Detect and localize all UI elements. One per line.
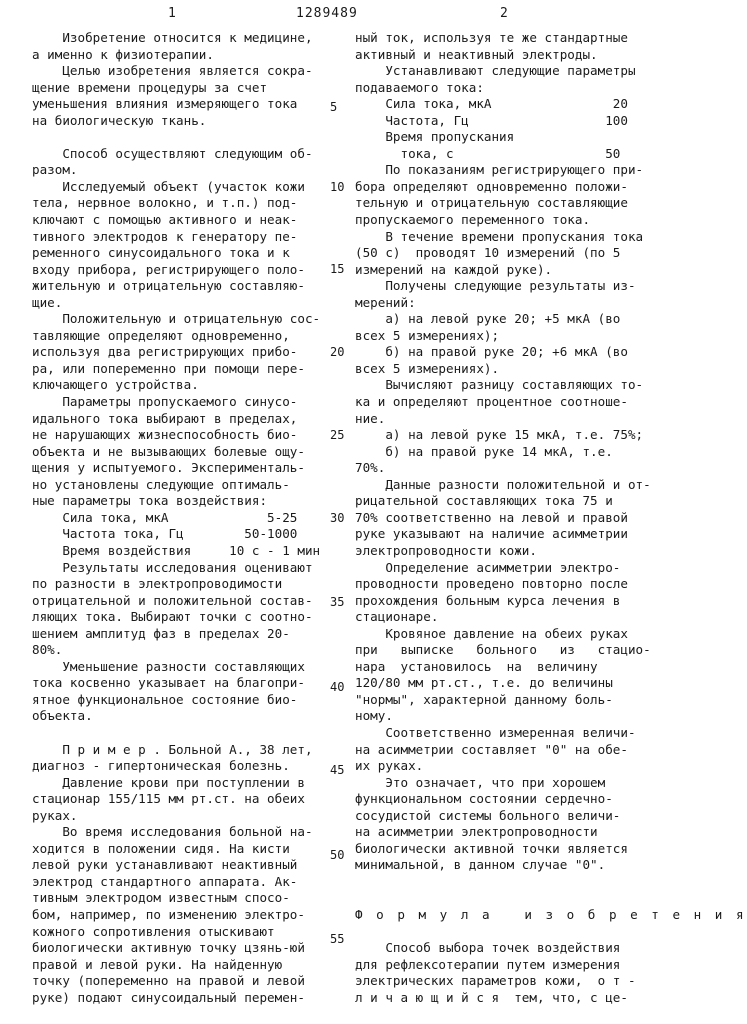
text-line: Соответственно измеренная величи- [355, 724, 636, 740]
document-number: 1289489 [296, 6, 358, 21]
text-line: руках. [32, 807, 78, 823]
paragraph [355, 377, 667, 427]
text-line: Частота, Гц 100 [355, 112, 628, 128]
claim-body [355, 940, 667, 1006]
text-line: Получены следующие результаты из- [355, 278, 636, 294]
text-line: нара установилось на величину [355, 658, 598, 674]
text-line: разом. [32, 162, 78, 178]
line-number: 25 [330, 428, 345, 442]
text-line: Уменьшение разности составляющих [32, 658, 305, 674]
paragraph [32, 179, 320, 311]
paragraph [355, 162, 667, 228]
text-line: ному. [355, 708, 393, 724]
paragraph [32, 824, 320, 1006]
text-line: а) на левой руке 20; +5 мкА (во [355, 311, 621, 327]
text-line: Сила тока, мкА 5-25 [32, 509, 298, 525]
claim-line: электрических параметров кожи, о т - [355, 973, 636, 989]
text-line: их руках. [355, 758, 424, 774]
text-line: измерений на каждой руке). [355, 261, 553, 277]
paragraph [355, 229, 667, 279]
paragraph [355, 63, 667, 96]
text-line: щие. [32, 294, 63, 310]
paragraph [355, 775, 667, 874]
text-line: П р и м е р . Больной А., 38 лет, [32, 741, 313, 757]
text-line: левой руки устанавливают неактивный [32, 857, 298, 873]
paragraph [355, 427, 667, 477]
text-line: ятное функциональное состояние био- [32, 691, 298, 707]
text-line: Способ осуществляют следующим об- [32, 145, 313, 161]
text-line: а именно к физиотерапии. [32, 46, 214, 62]
text-line [32, 725, 320, 742]
text-line: а) на левой руке 15 мкА, т.е. 75%; [355, 427, 644, 443]
text-line: тавляющие определяют одновременно, [32, 327, 290, 343]
line-number: 55 [330, 932, 345, 946]
left-column [32, 30, 320, 1006]
text-line: ходится в положении сидя. На кисти [32, 840, 290, 856]
text-line: биологически активную точку цзянь-юй [32, 940, 305, 956]
text-line: 120/80 мм рт.ст., т.е. до величины [355, 675, 613, 691]
text-line: бом, например, по изменению электро- [32, 906, 305, 922]
text-line: ный ток, используя те же стандартные [355, 30, 628, 45]
text-line: всех 5 измерениях); [355, 327, 500, 343]
paragraph [355, 626, 667, 725]
claim-line: Способ выбора точек воздействия [355, 940, 621, 956]
text-line: Изобретение относится к медицине, [32, 30, 313, 45]
text-line: идального тока выбирают в пределах, [32, 410, 298, 426]
right-column-body [355, 30, 667, 874]
text-line: тока, с 50 [355, 145, 621, 161]
line-number: 10 [330, 180, 345, 194]
page-number-right: 2 [500, 6, 508, 21]
line-number: 5 [330, 100, 338, 114]
text-line: объекта. [32, 708, 93, 724]
paragraph [355, 725, 667, 775]
text-line: на асимметрии составляет "0" на обе- [355, 741, 628, 757]
text-line: на асимметрии электропроводности [355, 824, 598, 840]
text-line: Определение асимметрии электро- [355, 559, 621, 575]
line-number: 50 [330, 848, 345, 862]
text-line: точку (попеременно на правой и левой [32, 973, 305, 989]
text-line: на биологическую ткань. [32, 112, 207, 128]
line-number: 15 [330, 262, 345, 276]
line-number: 35 [330, 595, 345, 609]
text-line: руке указывают на наличие асимметрии [355, 526, 628, 542]
paragraph [32, 30, 320, 63]
text-line: прохождения больным курса лечения в [355, 592, 621, 608]
text-line: (50 с) проводят 10 измерений (по 5 [355, 245, 621, 261]
text-line: отрицательной и положительной состав- [32, 592, 313, 608]
text-line: активный и неактивный электроды. [355, 46, 598, 62]
text-line: 70%. [355, 460, 386, 476]
text-line: Результаты исследования оценивают [32, 559, 313, 575]
text-line: Положительную и отрицательную сос- [32, 311, 321, 327]
text-line: ние. [355, 410, 386, 426]
paragraph [355, 477, 667, 560]
text-line: б) на правой руке 20; +6 мкА (во [355, 344, 628, 360]
paragraph [32, 742, 320, 775]
paragraph [355, 278, 667, 311]
text-line: Устанавливают следующие параметры [355, 63, 636, 79]
paragraph [32, 394, 320, 510]
text-line: диагноз - гипертоническая болезнь. [32, 758, 290, 774]
paragraph [355, 311, 667, 377]
text-line: Исследуемый объект (участок кожи [32, 178, 305, 194]
text-line: минимальной, в данном случае "0". [355, 857, 606, 873]
line-number: 20 [330, 345, 345, 359]
text-line: бора определяют одновременно положи- [355, 178, 628, 194]
text-line: пропускаемого переменного тока. [355, 212, 591, 228]
text-line: сосудистой системы больного величи- [355, 807, 621, 823]
paragraph [32, 311, 320, 394]
text-line: биологически активной точки является [355, 840, 628, 856]
paragraph [32, 510, 320, 560]
paragraph [32, 129, 320, 146]
paragraph [32, 146, 320, 179]
text-line: рицательной составляющих тока 75 и [355, 493, 613, 509]
text-line: щение времени процедуры за счет [32, 79, 268, 95]
text-line: тивным электродом известным спосо- [32, 890, 290, 906]
text-line: Давление крови при поступлении в [32, 774, 305, 790]
text-line: кожного сопротивления отыскивают [32, 923, 275, 939]
text-line: объекта и не вызывающих болевые ощу- [32, 443, 305, 459]
paragraph [32, 775, 320, 825]
text-line: щения у испытуемого. Эксперименталь- [32, 460, 305, 476]
text-line: Кровяное давление на обеих руках [355, 625, 628, 641]
paragraph [355, 30, 667, 63]
page-header [0, 6, 696, 28]
text-line: Вычисляют разницу составляющих то- [355, 377, 644, 393]
text-line: правой и левой руки. На найденную [32, 956, 283, 972]
text-line: 70% соответственно на левой и правой [355, 509, 628, 525]
text-line: ка и определяют процентное соотноше- [355, 394, 628, 410]
text-line: не нарушающих жизнеспособность био- [32, 427, 298, 443]
text-line: Время пропускания [355, 129, 515, 145]
text-line: тока косвенно указывает на благопри- [32, 675, 305, 691]
text-line: ляющих тока. Выбирают точки с соотно- [32, 609, 313, 625]
text-line: ключают с помощью активного и неак- [32, 212, 298, 228]
text-line: но установлены следующие оптималь- [32, 476, 290, 492]
text-line: "нормы", характерной данному боль- [355, 691, 613, 707]
text-line: электрод стандартного аппарата. Ак- [32, 873, 298, 889]
text-line: мерений: [355, 294, 416, 310]
paragraph [355, 560, 667, 626]
text-line: подаваемого тока: [355, 79, 484, 95]
text-line: стационаре. [355, 609, 439, 625]
text-line: б) на правой руке 14 мкА, т.е. [355, 443, 613, 459]
text-line: по разности в электропроводимости [32, 576, 283, 592]
text-line: По показаниям регистрирующего при- [355, 162, 644, 178]
text-line: тела, нервное волокно, и т.п.) под- [32, 195, 298, 211]
text-line: Это означает, что при хорошем [355, 774, 606, 790]
claim-title: Ф о р м у л а и з о б р е т е н и я [355, 906, 747, 922]
text-line: ключающего устройства. [32, 377, 199, 393]
line-number: 45 [330, 763, 345, 777]
claim-line: для рефлексотерапии путем измерения [355, 956, 621, 972]
paragraph [32, 560, 320, 659]
paragraph [32, 659, 320, 725]
text-line: тельную и отрицательную составляющие [355, 195, 628, 211]
text-line: при выписке больного из стацио- [355, 642, 651, 658]
text-line: Во время исследования больной на- [32, 824, 313, 840]
text-line: тивного электродов к генератору пе- [32, 228, 298, 244]
text-line: 80%. [32, 642, 63, 658]
paragraph [32, 63, 320, 129]
text-line: Время воздействия 10 с - 1 мин [32, 542, 321, 558]
text-line: Сила тока, мкА 20 [355, 96, 628, 112]
paragraph [32, 725, 320, 742]
text-line: функциональном состоянии сердечно- [355, 791, 613, 807]
text-line: руке) подают синусоидальный перемен- [32, 989, 305, 1005]
text-line: стационар 155/115 мм рт.ст. на обеих [32, 791, 305, 807]
text-line: ременного синусоидального тока и к [32, 245, 290, 261]
text-line: Данные разности положительной и от- [355, 476, 651, 492]
text-line: ные параметры тока воздействия: [32, 493, 268, 509]
text-line: входу прибора, регистрирующего поло- [32, 261, 305, 277]
text-line [32, 129, 320, 146]
line-number: 30 [330, 511, 345, 525]
text-line: электропроводности кожи. [355, 542, 537, 558]
text-line: жительную и отрицательную составляю- [32, 278, 305, 294]
text-line: Параметры пропускаемого синусо- [32, 394, 298, 410]
page-number-left: 1 [168, 6, 176, 21]
text-line: Целью изобретения является сокра- [32, 63, 313, 79]
text-line: используя два регистрирующих прибо- [32, 344, 298, 360]
claim-line: л и ч а ю щ и й с я тем, что, с це- [355, 989, 628, 1005]
right-column [355, 30, 747, 1006]
text-line: всех 5 измерениях). [355, 360, 500, 376]
text-line: уменьшения влияния измеряющего тока [32, 96, 298, 112]
text-line: проводности проведено повторно после [355, 576, 628, 592]
text-line: ра, или попеременно при помощи пере- [32, 360, 305, 376]
line-number: 40 [330, 680, 345, 694]
text-line: Частота тока, Гц 50-1000 [32, 526, 298, 542]
text-line: шением амплитуд фаз в пределах 20- [32, 625, 290, 641]
paragraph [355, 96, 667, 162]
text-line: В течение времени пропускания тока [355, 228, 644, 244]
